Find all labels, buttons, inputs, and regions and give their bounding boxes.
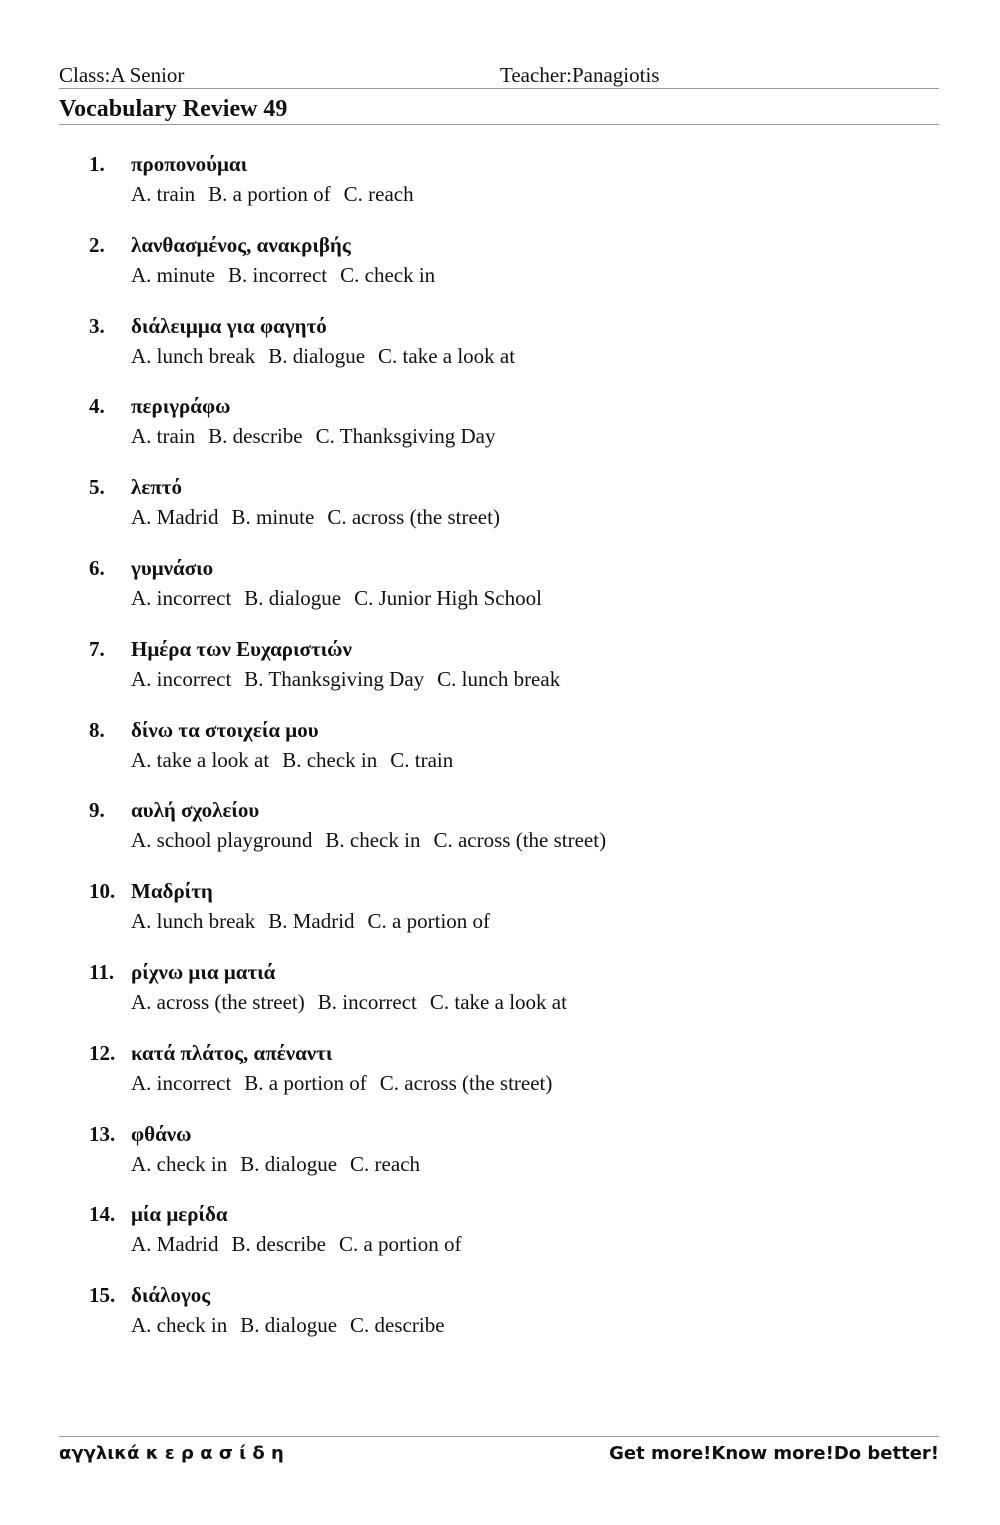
answer-option[interactable]: C. train (390, 747, 454, 772)
question-number: 8. (89, 717, 105, 742)
question-item (89, 1040, 889, 1100)
question-prompt: ρίχνω μια ματιά (131, 960, 276, 984)
answer-option[interactable]: C. describe (350, 1313, 445, 1338)
question-number: 15. (89, 1283, 116, 1308)
answer-option[interactable]: B. minute (231, 505, 315, 530)
answer-option[interactable]: A. take a look at (131, 747, 270, 772)
question-prompt: λεπτό (131, 475, 182, 500)
answer-option[interactable]: B. dialogue (240, 1151, 338, 1176)
answer-option[interactable]: C. reach (343, 182, 414, 206)
answer-options (131, 827, 619, 853)
question-prompt: περιγράφω (131, 394, 231, 419)
answer-options (131, 343, 528, 369)
question-prompt: λανθασμένος, ανακριβής (131, 232, 351, 257)
answer-option[interactable]: A. check in (131, 1151, 228, 1176)
answer-option[interactable]: B. check in (282, 747, 378, 772)
question-number: 2. (89, 232, 105, 257)
question-prompt: κατά πλάτος, απέναντι (131, 1040, 333, 1065)
question-item (89, 1121, 889, 1181)
answer-option[interactable]: C. take a look at (378, 343, 516, 368)
answer-options (131, 181, 427, 207)
question-item (89, 797, 889, 857)
answer-option[interactable]: C. take a look at (429, 990, 567, 1014)
answer-option[interactable]: B. incorrect (317, 990, 417, 1014)
answer-option[interactable]: A. minute (131, 262, 215, 287)
answer-option[interactable]: C. across (the street) (379, 1070, 553, 1095)
question-number: 5. (89, 475, 105, 500)
answer-option[interactable]: A. train (131, 182, 196, 206)
question-prompt: φθάνω (131, 1121, 192, 1146)
question-number: 13. (89, 1121, 116, 1146)
answer-option[interactable]: A. across (the street) (131, 990, 305, 1014)
question-item (89, 878, 889, 938)
question-prompt: αυλή σχολείου (131, 798, 260, 823)
question-item (89, 313, 889, 373)
question-number: 7. (89, 636, 105, 661)
footer-divider (59, 1436, 939, 1437)
answer-option[interactable]: A. lunch break (131, 909, 256, 934)
footer-slogan: Get more!Know more!Do better! (609, 1443, 939, 1464)
question-item (89, 1201, 889, 1261)
question-prompt: μία μερίδα (131, 1202, 228, 1227)
teacher-label: Teacher:Panagiotis (500, 63, 660, 87)
answer-option[interactable]: B. describe (208, 424, 303, 449)
question-number: 3. (89, 313, 105, 338)
answer-options (131, 262, 448, 288)
answer-option[interactable]: A. Madrid (131, 1232, 219, 1257)
answer-option[interactable]: B. a portion of (244, 1070, 367, 1095)
answer-option[interactable]: B. Madrid (268, 909, 355, 934)
question-item (89, 151, 889, 211)
question-number: 6. (89, 556, 105, 580)
worksheet-title: Vocabulary Review 49 (59, 96, 288, 122)
question-number: 4. (89, 394, 105, 419)
question-prompt: γυμνάσιο (131, 556, 214, 580)
answer-options (131, 1070, 565, 1096)
question-item (89, 393, 889, 453)
answer-options (131, 1312, 458, 1338)
answer-option[interactable]: A. school playground (131, 828, 313, 853)
answer-option[interactable]: A. train (131, 424, 196, 449)
answer-option[interactable]: C. reach (350, 1151, 421, 1176)
answer-options (131, 666, 573, 692)
page-footer (59, 1441, 939, 1467)
question-number: 11. (89, 960, 115, 984)
answer-option[interactable]: C. a portion of (338, 1232, 462, 1257)
answer-option[interactable]: C. Thanksgiving Day (315, 424, 496, 449)
answer-options (131, 908, 503, 934)
question-prompt: διάλειμμα για φαγητό (131, 313, 327, 338)
question-prompt: Ημέρα των Ευχαριστιών (131, 636, 352, 661)
answer-option[interactable]: C. Junior High School (354, 586, 542, 610)
answer-option[interactable]: B. dialogue (240, 1313, 338, 1338)
answer-option[interactable]: A. Madrid (131, 505, 219, 530)
question-number: 10. (89, 879, 116, 904)
answer-options (131, 747, 466, 773)
answer-option[interactable]: C. across (the street) (433, 828, 607, 853)
answer-option[interactable]: B. Thanksgiving Day (244, 666, 425, 691)
answer-option[interactable]: B. dialogue (244, 586, 342, 610)
question-prompt: δίνω τα στοιχεία μου (131, 717, 319, 742)
question-number: 14. (89, 1202, 116, 1227)
question-item (89, 555, 889, 615)
answer-option[interactable]: C. lunch break (437, 666, 561, 691)
answer-option[interactable]: A. lunch break (131, 343, 256, 368)
question-item (89, 232, 889, 292)
answer-option[interactable]: B. check in (325, 828, 421, 853)
answer-option[interactable]: C. a portion of (367, 909, 491, 934)
question-item (89, 959, 889, 1019)
question-item (89, 1282, 889, 1342)
answer-option[interactable]: B. dialogue (268, 343, 366, 368)
class-label: Class:A Senior (59, 63, 185, 87)
answer-options (131, 504, 513, 530)
question-item (89, 636, 889, 696)
answer-option[interactable]: B. incorrect (228, 262, 328, 287)
question-item (89, 474, 889, 534)
answer-options (131, 585, 555, 611)
question-prompt: Μαδρίτη (131, 879, 213, 904)
answer-option[interactable]: A. incorrect (131, 666, 232, 691)
question-prompt: διάλογος (131, 1283, 211, 1308)
question-item (89, 717, 889, 777)
answer-options (131, 989, 580, 1015)
footer-brand: αγγλικά κ ε ρ α σ ί δ η (59, 1443, 284, 1464)
question-prompt: προπονούμαι (131, 152, 248, 176)
answer-options (131, 423, 509, 449)
answer-option[interactable]: C. check in (340, 262, 436, 287)
answer-option[interactable]: A. incorrect (131, 1070, 232, 1095)
question-number: 12. (89, 1040, 116, 1065)
question-number: 1. (89, 152, 105, 176)
answer-options (131, 1151, 433, 1177)
answer-option[interactable]: A. check in (131, 1313, 228, 1338)
answer-option[interactable]: B. a portion of (208, 182, 331, 206)
answer-option[interactable]: B. describe (231, 1232, 326, 1257)
answer-option[interactable]: C. across (the street) (327, 505, 500, 530)
question-number: 9. (89, 798, 105, 823)
answer-option[interactable]: A. incorrect (131, 586, 232, 610)
answer-options (131, 1231, 474, 1257)
